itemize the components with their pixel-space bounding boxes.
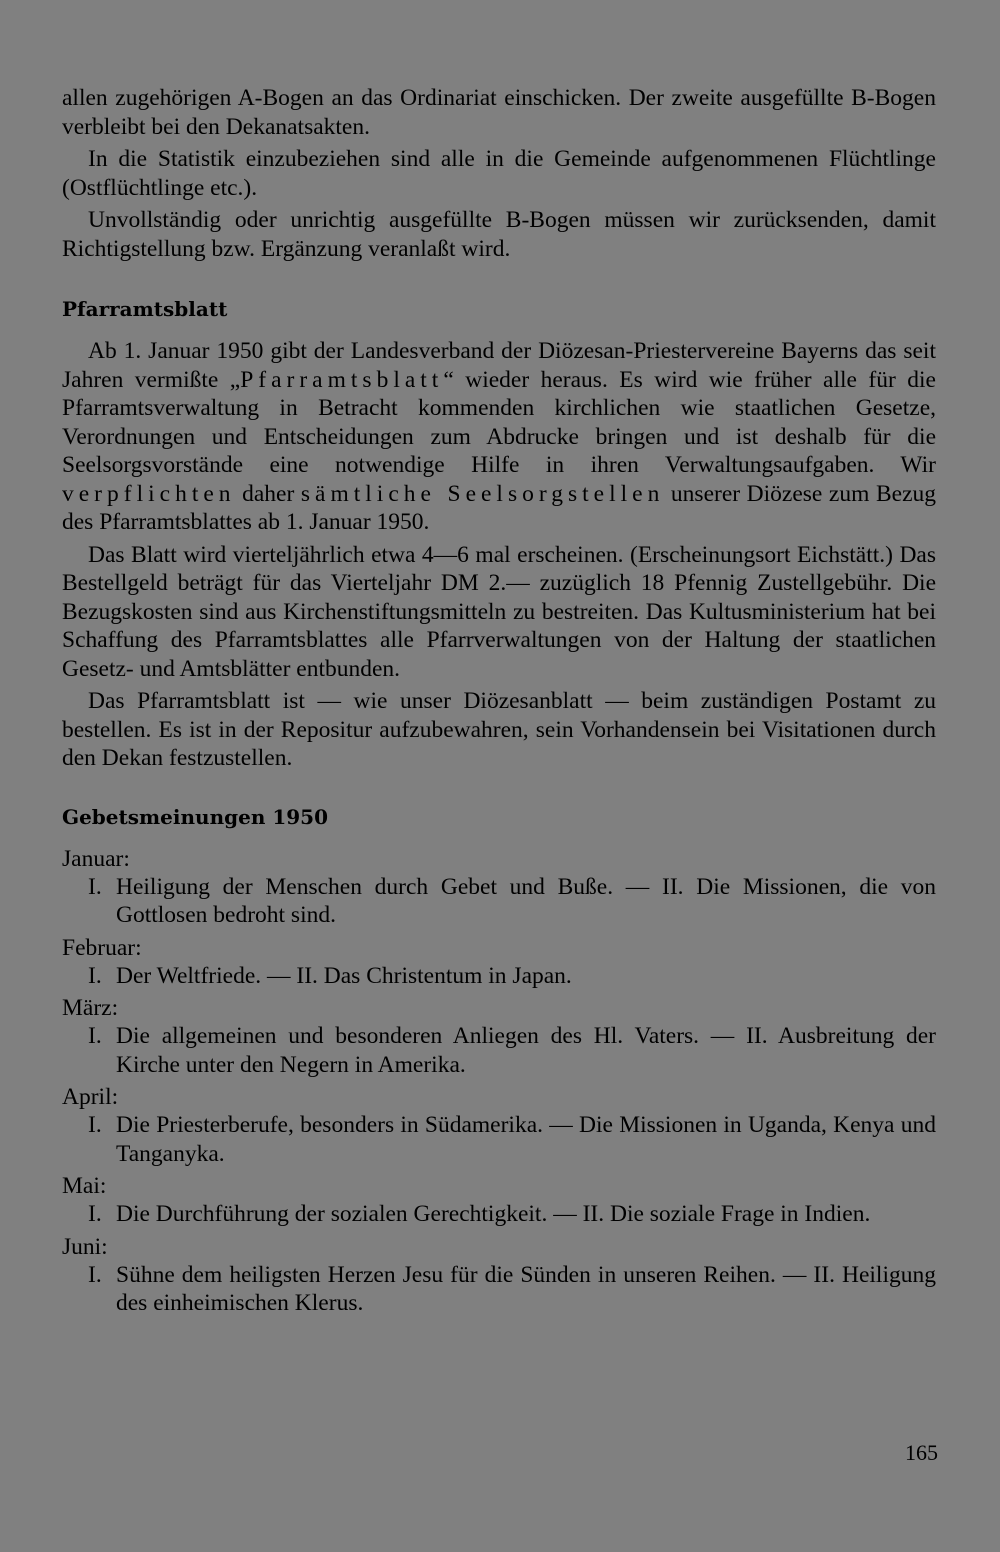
entry-number: I.: [88, 1023, 102, 1049]
entry-text: Sühne dem heiligsten Herzen Jesu für die Sünden in unseren Reihen. — II. Heiligung des einheimischen Klerus.: [116, 1261, 936, 1316]
entry-text: Heiligung der Menschen durch Gebet und Buße. — II. Die Missionen, die von Gottlosen bedroht sind.: [116, 873, 936, 928]
month-label: April:: [62, 1084, 119, 1110]
text-segment: “ wieder heraus. Es wird wie früher alle für die Pfarramtsverwaltung in Betracht kommenden kirchlichen wie staatlichen Gesetze, Verordnungen und Entscheidungen zum Abdrucke bringen und ist deshalb für die Seelsorgsvorstände eine notwendige Hilfe in ihren Verwaltungsaufgaben. Wir: [62, 366, 936, 478]
text-segment: Ab 1. Januar 1950 gibt der Landesverband der Diözesan-Priestervereine Bayerns das seit Jahren vermißte „: [62, 338, 936, 393]
entry-number: I.: [88, 1201, 102, 1227]
month-list: [62, 845, 936, 1318]
pfarramtsblatt-paragraph-3: Das Pfarramtsblatt ist — wie unser Diözesanblatt — beim zuständigen Postamt zu bestellen. Es ist in der Repositur aufzubewahren, sein Vorhandensein bei Visitationen durch den Dekan festzustellen.: [62, 688, 936, 771]
text-segment: daher: [235, 480, 301, 507]
pfarramtsblatt-paragraph-1: [62, 337, 936, 537]
section-heading-gebetsmeinungen: Gebetsmeinungen 1950: [62, 804, 328, 829]
intro-paragraph-1: allen zugehörigen A-Bogen an das Ordinariat einschicken. Der zweite ausgefüllte B-Bogen verbleibt bei den Dekanatsakten.: [62, 85, 936, 140]
entry-number: I.: [88, 873, 102, 900]
intro-paragraph-2: In die Statistik einzubeziehen sind alle in die Gemeinde aufgenommenen Flüchtlinge (Ostflüchtlinge etc.).: [62, 146, 936, 201]
pfarramtsblatt-paragraph-2: Das Blatt wird vierteljährlich etwa 4—6 mal erscheinen. (Erscheinungsort Eichstätt.) Das Bestellgeld beträgt für das Vierteljahr DM 2.— zuzüglich 18 Pfennig Zustellgebühr. Die Bezugskosten sind aus Kirchenstiftungsmitteln zu bestreiten. Das Kultusministerium hat bei Schaffung des Pfarramtsblattes alle Pfarrverwaltungen von der Haltung der staatlichen Gesetz- und Amtsblätter entbunden.: [62, 541, 936, 682]
section-heading-pfarramtsblatt: Pfarramtsblatt: [62, 297, 228, 321]
entry-text: Die Priesterberufe, besonders in Südamerika. — Die Missionen in Uganda, Kenya und Tanganyka.: [116, 1112, 936, 1167]
entry-number: I.: [88, 962, 102, 989]
month-entry: [62, 1261, 936, 1318]
month-label: Mai:: [62, 1173, 107, 1199]
spaced-term: Pfarramtsblatt: [240, 366, 444, 393]
entry-text: Die allgemeinen und besonderen Anliegen des Hl. Vaters. — II. Ausbreitung der Kirche unter den Negern in Amerika.: [116, 1023, 936, 1078]
entry-text: Der Weltfriede. — II. Das Christentum in Japan.: [116, 962, 572, 989]
entry-number: I.: [88, 1261, 102, 1288]
month-label: Juni:: [62, 1233, 108, 1260]
month-label: Februar:: [62, 934, 142, 961]
page-number: 165: [905, 1440, 938, 1465]
month-label: Januar:: [62, 845, 130, 872]
spaced-term: verpflichten: [62, 480, 236, 507]
month-entry: [62, 1022, 936, 1079]
month-entry: [62, 1111, 936, 1168]
text-segment: unserer Diözese zum Bezug des Pfarramtsblattes ab 1. Januar 1950.: [62, 480, 937, 535]
month-label: März:: [62, 995, 119, 1021]
month-entry: [62, 1200, 936, 1229]
month-entry: [62, 873, 936, 930]
month-entry: [62, 962, 936, 991]
spaced-term: sämtliche Seelsorgstellen: [300, 480, 665, 507]
entry-number: I.: [88, 1112, 102, 1138]
entry-text: Die Durchführung der sozialen Gerechtigkeit. — II. Die soziale Frage in Indien.: [116, 1201, 871, 1227]
intro-paragraph-3: Unvollständig oder unrichtig ausgefüllte B-Bogen müssen wir zurücksenden, damit Richtigstellung bzw. Ergänzung veranlaßt wird.: [62, 207, 936, 262]
